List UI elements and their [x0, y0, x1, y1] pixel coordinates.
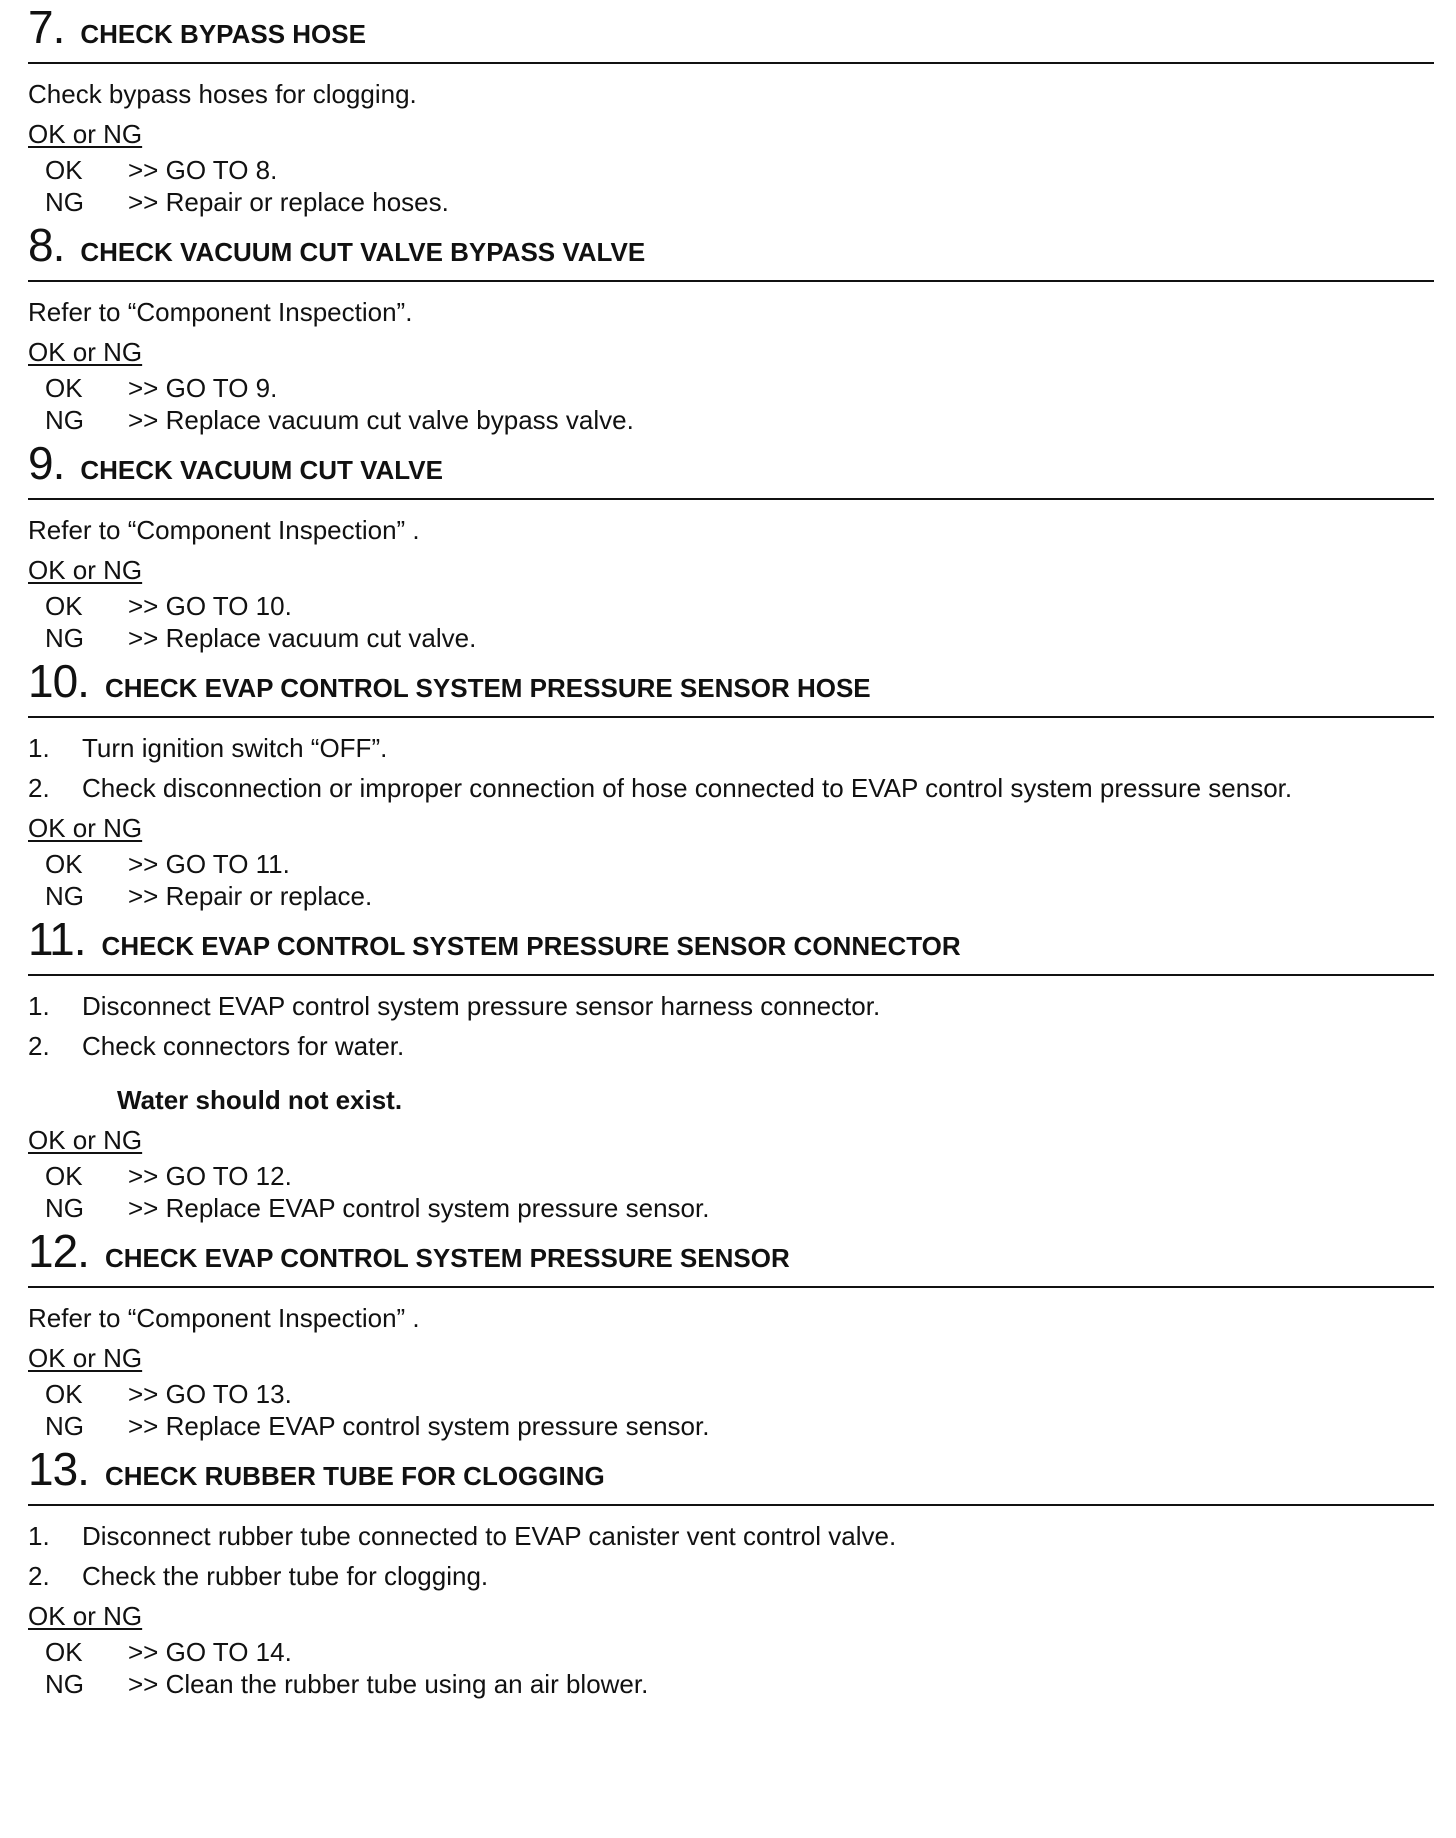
ok-or-ng-label: OK or NG [28, 1125, 143, 1155]
result-code: OK [45, 155, 83, 185]
step-body [28, 500, 1434, 654]
result-row [28, 848, 1434, 880]
ok-or-ng-label: OK or NG [28, 119, 143, 149]
ok-or-ng-label: OK or NG [28, 1343, 143, 1373]
instruction-item-text: Check connectors for water. [82, 1031, 405, 1061]
instruction-text: Refer to “Component Inspection” . [28, 515, 420, 545]
result-code: NG [45, 187, 84, 217]
step-body [28, 282, 1434, 436]
result-row [28, 880, 1434, 912]
step-header [28, 654, 1434, 718]
result-action: >> GO TO 12. [128, 1161, 292, 1191]
procedure-step [28, 436, 1434, 654]
step-header [28, 218, 1434, 282]
procedure-step [28, 218, 1434, 436]
step-number: 12. [28, 1225, 89, 1277]
ok-or-ng-heading [28, 1338, 1434, 1378]
step-title: CHECK BYPASS HOSE [80, 19, 366, 49]
ok-or-ng-heading [28, 808, 1434, 848]
instruction-text: Refer to “Component Inspection”. [28, 297, 413, 327]
instruction-item [28, 768, 1434, 808]
instruction-item-number: 2. [28, 1561, 50, 1591]
step-number: 13. [28, 1443, 89, 1495]
result-action: >> GO TO 11. [128, 849, 290, 879]
result-row [28, 404, 1434, 436]
result-code: NG [45, 623, 84, 653]
ok-or-ng-label: OK or NG [28, 813, 143, 843]
step-title: CHECK VACUUM CUT VALVE [80, 455, 443, 485]
instruction-item-text: Disconnect EVAP control system pressure sensor harness connector. [82, 991, 881, 1021]
instruction-item [28, 1026, 1434, 1066]
result-row [28, 1160, 1434, 1192]
step-header [28, 0, 1434, 64]
result-action: >> Clean the rubber tube using an air blower. [128, 1669, 649, 1699]
instruction-item-number: 1. [28, 991, 50, 1021]
ok-or-ng-heading [28, 550, 1434, 590]
result-code: NG [45, 405, 84, 435]
result-row [28, 372, 1434, 404]
step-body [28, 1506, 1434, 1700]
instruction-item-text: Turn ignition switch “OFF”. [82, 733, 388, 763]
step-title: CHECK VACUUM CUT VALVE BYPASS VALVE [80, 237, 646, 267]
result-action: >> GO TO 13. [128, 1379, 292, 1409]
instruction-item-text: Check the rubber tube for clogging. [82, 1561, 489, 1591]
step-title: CHECK EVAP CONTROL SYSTEM PRESSURE SENSOR CONNECTOR [101, 931, 961, 961]
instruction-item-text: Disconnect rubber tube connected to EVAP canister vent control valve. [82, 1521, 897, 1551]
result-row [28, 186, 1434, 218]
instruction-item-number: 2. [28, 773, 50, 803]
result-code: NG [45, 1411, 84, 1441]
instruction-text: Check bypass hoses for clogging. [28, 79, 417, 109]
procedure-step [28, 912, 1434, 1224]
result-row [28, 154, 1434, 186]
step-body [28, 718, 1434, 912]
step-body [28, 976, 1434, 1224]
ok-or-ng-heading [28, 1596, 1434, 1636]
procedure-step [28, 0, 1434, 218]
specification-note: Water should not exist. [117, 1085, 403, 1115]
result-action: >> GO TO 10. [128, 591, 292, 621]
result-code: OK [45, 373, 83, 403]
instruction-item [28, 728, 1434, 768]
result-action: >> Replace EVAP control system pressure sensor. [128, 1193, 710, 1223]
procedure-step [28, 1224, 1434, 1442]
instruction-item [28, 1556, 1434, 1596]
instruction-item-number: 1. [28, 733, 50, 763]
instruction-item [28, 1516, 1434, 1556]
step-body [28, 64, 1434, 218]
step-title: CHECK EVAP CONTROL SYSTEM PRESSURE SENSOR HOSE [104, 673, 871, 703]
result-action: >> Replace vacuum cut valve bypass valve. [128, 405, 634, 435]
result-action: >> Replace EVAP control system pressure sensor. [128, 1411, 710, 1441]
result-action: >> Replace vacuum cut valve. [128, 623, 477, 653]
result-action: >> Repair or replace. [128, 881, 373, 911]
ok-or-ng-heading [28, 332, 1434, 372]
procedure-step [28, 654, 1434, 912]
procedure-step [28, 1442, 1434, 1700]
step-header [28, 1442, 1434, 1506]
step-title: CHECK EVAP CONTROL SYSTEM PRESSURE SENSOR [104, 1243, 790, 1273]
result-action: >> Repair or replace hoses. [128, 187, 449, 217]
result-code: NG [45, 1669, 84, 1699]
ok-or-ng-heading [28, 1120, 1434, 1160]
result-row [28, 1378, 1434, 1410]
ok-or-ng-label: OK or NG [28, 555, 143, 585]
instruction-item-number: 1. [28, 1521, 50, 1551]
step-number: 9. [28, 437, 65, 489]
result-code: OK [45, 1161, 83, 1191]
step-body [28, 1288, 1434, 1442]
result-action: >> GO TO 9. [128, 373, 278, 403]
step-number: 10. [28, 655, 89, 707]
result-code: OK [45, 1637, 83, 1667]
step-number: 7. [28, 1, 65, 53]
step-header [28, 912, 1434, 976]
step-number: 8. [28, 219, 65, 271]
result-code: NG [45, 881, 84, 911]
result-action: >> GO TO 8. [128, 155, 278, 185]
instruction-item [28, 986, 1434, 1026]
result-code: OK [45, 849, 83, 879]
result-code: OK [45, 1379, 83, 1409]
result-row [28, 1192, 1434, 1224]
step-header [28, 436, 1434, 500]
result-row [28, 590, 1434, 622]
result-row [28, 1410, 1434, 1442]
result-action: >> GO TO 14. [128, 1637, 292, 1667]
result-code: OK [45, 591, 83, 621]
instruction-item-text: Check disconnection or improper connection of hose connected to EVAP control system pressure sensor. [82, 773, 1293, 803]
result-row [28, 1636, 1434, 1668]
instruction-item-number: 2. [28, 1031, 50, 1061]
result-code: NG [45, 1193, 84, 1223]
step-number: 11. [28, 913, 86, 965]
step-header [28, 1224, 1434, 1288]
result-row [28, 622, 1434, 654]
step-title: CHECK RUBBER TUBE FOR CLOGGING [104, 1461, 605, 1491]
ok-or-ng-heading [28, 114, 1434, 154]
ok-or-ng-label: OK or NG [28, 337, 143, 367]
procedure-document [28, 0, 1434, 1700]
ok-or-ng-label: OK or NG [28, 1601, 143, 1631]
result-row [28, 1668, 1434, 1700]
instruction-text: Refer to “Component Inspection” . [28, 1303, 420, 1333]
